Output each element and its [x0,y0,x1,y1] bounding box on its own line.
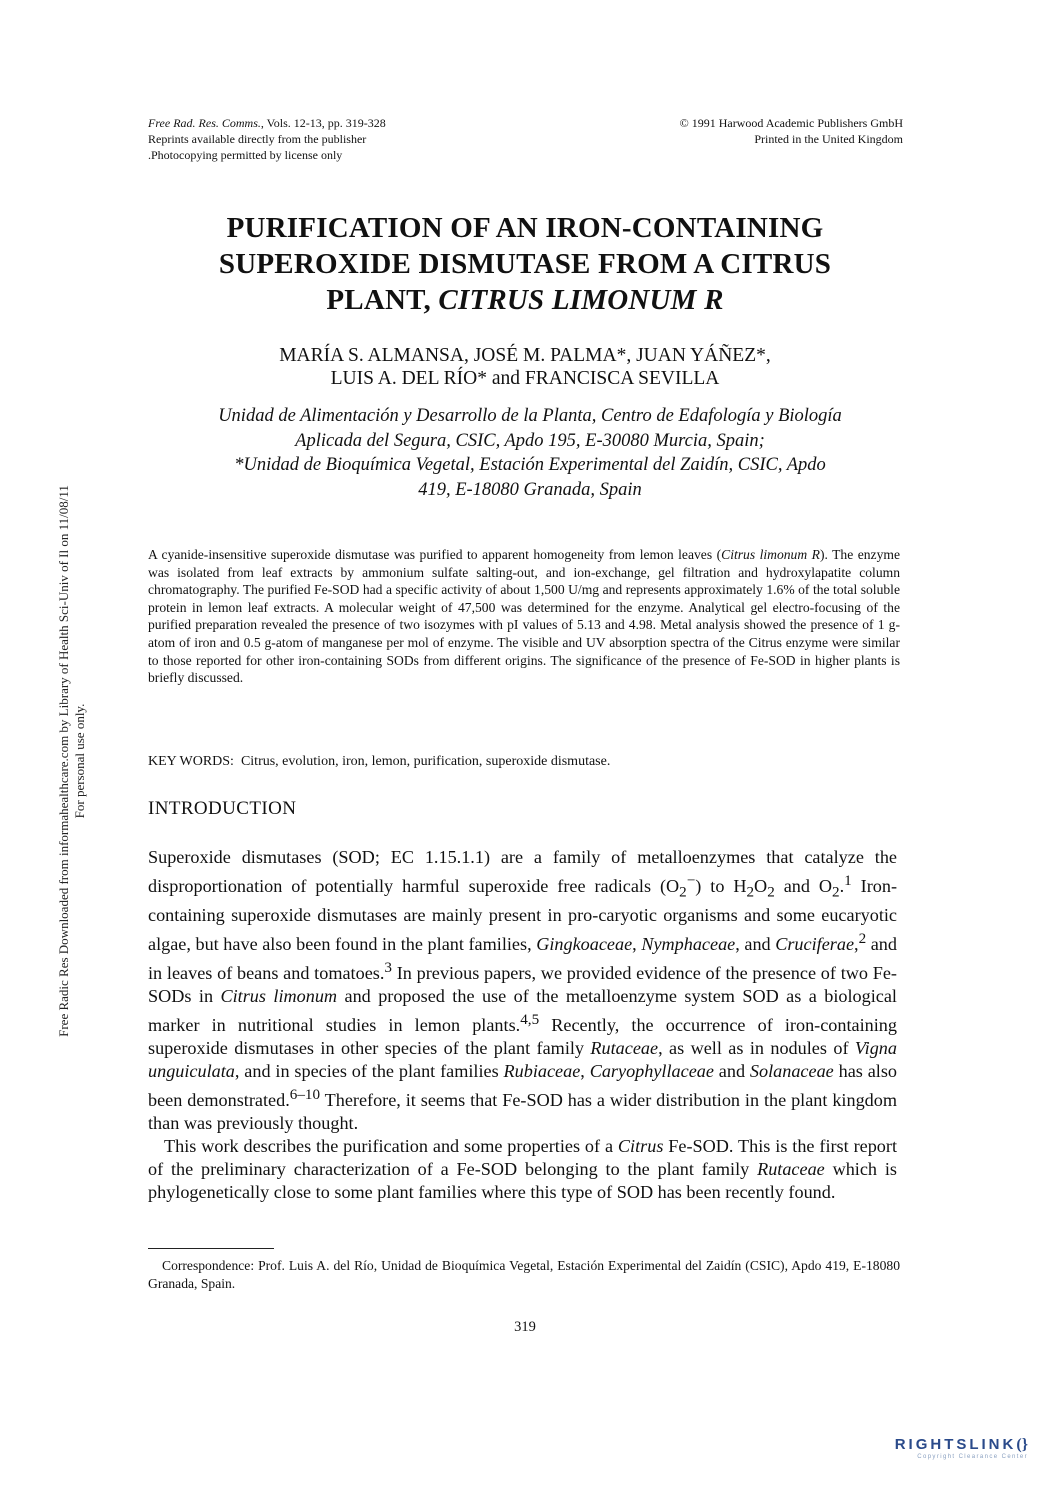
abstract [148,546,900,687]
title-line-3-italic: CITRUS LIMONUM R [438,284,724,316]
intro-paragraph-2: This work describes the purification and some properties of a Citrus Fe-SOD. This is the first report of the preliminary characterization of a Fe-SOD belonging to the plant family Rutaceae which is phylogenetically close to some plant families where this type of SOD has been recently found. [148,1135,897,1202]
authors-line-1: MARÍA S. ALMANSA, JOSÉ M. PALMA*, JUAN YÁÑEZ*, [279,345,771,366]
citation-ref: 6–10 [289,1085,321,1103]
watermark-line-1: Free Radic Res Downloaded from informahealthcare.com by Library of Health Sci-Univ of Il on 11/08/11 [56,485,71,1037]
journal-volume: , Vols. 12-13, pp. 319-328 [260,116,386,130]
abstract-text-2: ). The enzyme was isolated from leaf extracts by ammonium sulfate salting-out, and ion-exchange, gel filtration and hydroxylapatite column chromatography. The purified Fe-SOD had a specific activity of about 1,500 U/mg and represents approximately 1.6% of the total soluble protein in lemon leaf extracts. A molecular weight of 47,500 was determined for the enzyme. Analytical gel electro-focusing of the purified preparation revealed the presence of two isozymes with pI values of 5.13 and 4.98. Metal analysis showed the presence of 1 g-atom of iron and 0.5 g-atom of manganese per mol of enzyme. The visible and UV absorption spectra of the Citrus enzyme were similar to those reported for other iron-containing SODs from different origins. The significance of the presence of Fe-SOD in higher plants is briefly discussed. [148,547,900,686]
title-line-2: SUPEROXIDE DISMUTASE FROM A CITRUS [218,248,832,280]
abstract-species: Citrus limonum R [721,547,820,562]
copyright-note: © 1991 Harwood Academic Publishers GmbH [679,116,903,130]
abstract-text-1: A cyanide-insensitive superoxide dismutase was purified to apparent homogeneity from lemon leaves ( [148,547,722,562]
keywords-label: KEY WORDS: [148,754,234,769]
footnote-rule [148,1248,274,1249]
affiliations [140,404,920,502]
keywords [148,754,610,770]
title-line-1: PURIFICATION OF AN IRON-CONTAINING [226,212,824,244]
correspondence-footnote: Correspondence: Prof. Luis A. del Río, Unidad de Bioquímica Vegetal, Estación Experimental del Zaidín (CSIC), Apdo 419, E-18080 Granada, Spain. [148,1258,900,1291]
section-heading-introduction: INTRODUCTION [148,798,297,819]
download-watermark [56,381,96,1141]
affiliation-line-3: *Unidad de Bioquímica Vegetal, Estación Experimental del Zaidín, CSIC, Apdo [234,455,826,475]
rightslink-subtitle: Copyright Clearance Center [917,1454,1028,1460]
page-number: 319 [514,1319,536,1335]
watermark-line-2: For personal use only. [72,703,87,819]
affiliation-line-2: Aplicada del Segura, CSIC, Apdo 195, E-30080 Murcia, Spain; [295,430,765,451]
title-line-3 [0,282,1050,318]
photocopy-note: .Photocopying permitted by license only [148,148,343,162]
journal-header-right [680,115,903,147]
paper-title [0,210,1050,318]
intro-paragraph-1: Superoxide dismutases (SOD; EC 1.15.1.1) are a family of metalloenzymes that catalyze the disproportionation of potentially harmful superoxide free radicals $(O_2^-)$ to $H_2O_2$ and $O_2.^1$ Iron-containing superoxide dismutases are mainly present in pro-caryotic organisms and some eucaryotic algae, but have also been found in the plant families, Gingkoaceae, Nymphaceae, and Cruciferae,$^2$ and in leaves of beans and tomatoes.$^3$ In previous papers, we provided evidence of the presence of two Fe-SODs in Citrus limonum and proposed the use of the metalloenzyme system SOD as a biological marker in nutritional studies in lemon plants.$^{4,5}$ Recently, the occurrence of iron-containing superoxide dismutases in other species of the plant family Rutaceae, as well as in nodules of Vigna unguiculata, and in species of the plant families Rubiaceae, Caryophyllaceae and Solanaceae has also been demonstrated.$^{6-10}$ Therefore, it seems that Fe-SOD has a wider distribution in the plant kingdom than was previously thought. [148,847,897,1133]
journal-header-left [148,115,386,163]
rightslink-wordmark: RIGHTSLINK [894,1436,1017,1453]
citation-ref: 4,5 [520,1010,540,1028]
rightslink-arrow-icon: (} [1016,1436,1028,1453]
journal-name: Free Rad. Res. Comms. [148,116,261,130]
introduction-body [148,846,897,1204]
authors-line-2: LUIS A. DEL RÍO* and FRANCISCA SEVILLA [330,368,720,389]
citation-ref: 1 [844,872,852,889]
affiliation-line-4: 419, E-18080 Granada, Spain [418,479,642,500]
rightslink-logo[interactable] [895,1436,1028,1460]
citation-ref: 3 [384,958,392,976]
keywords-text: Citrus, evolution, iron, lemon, purification, superoxide dismutase. [240,754,611,769]
author-list [0,344,1050,390]
reprints-note: Reprints available directly from the publisher [148,132,367,146]
title-line-3-plain: PLANT, [326,284,439,316]
affiliation-line-1: Unidad de Alimentación y Desarrollo de la Planta, Centro de Edafología y Biología [218,406,842,426]
citation-ref: 2 [858,929,867,947]
printed-note: Printed in the United Kingdom [754,132,903,146]
